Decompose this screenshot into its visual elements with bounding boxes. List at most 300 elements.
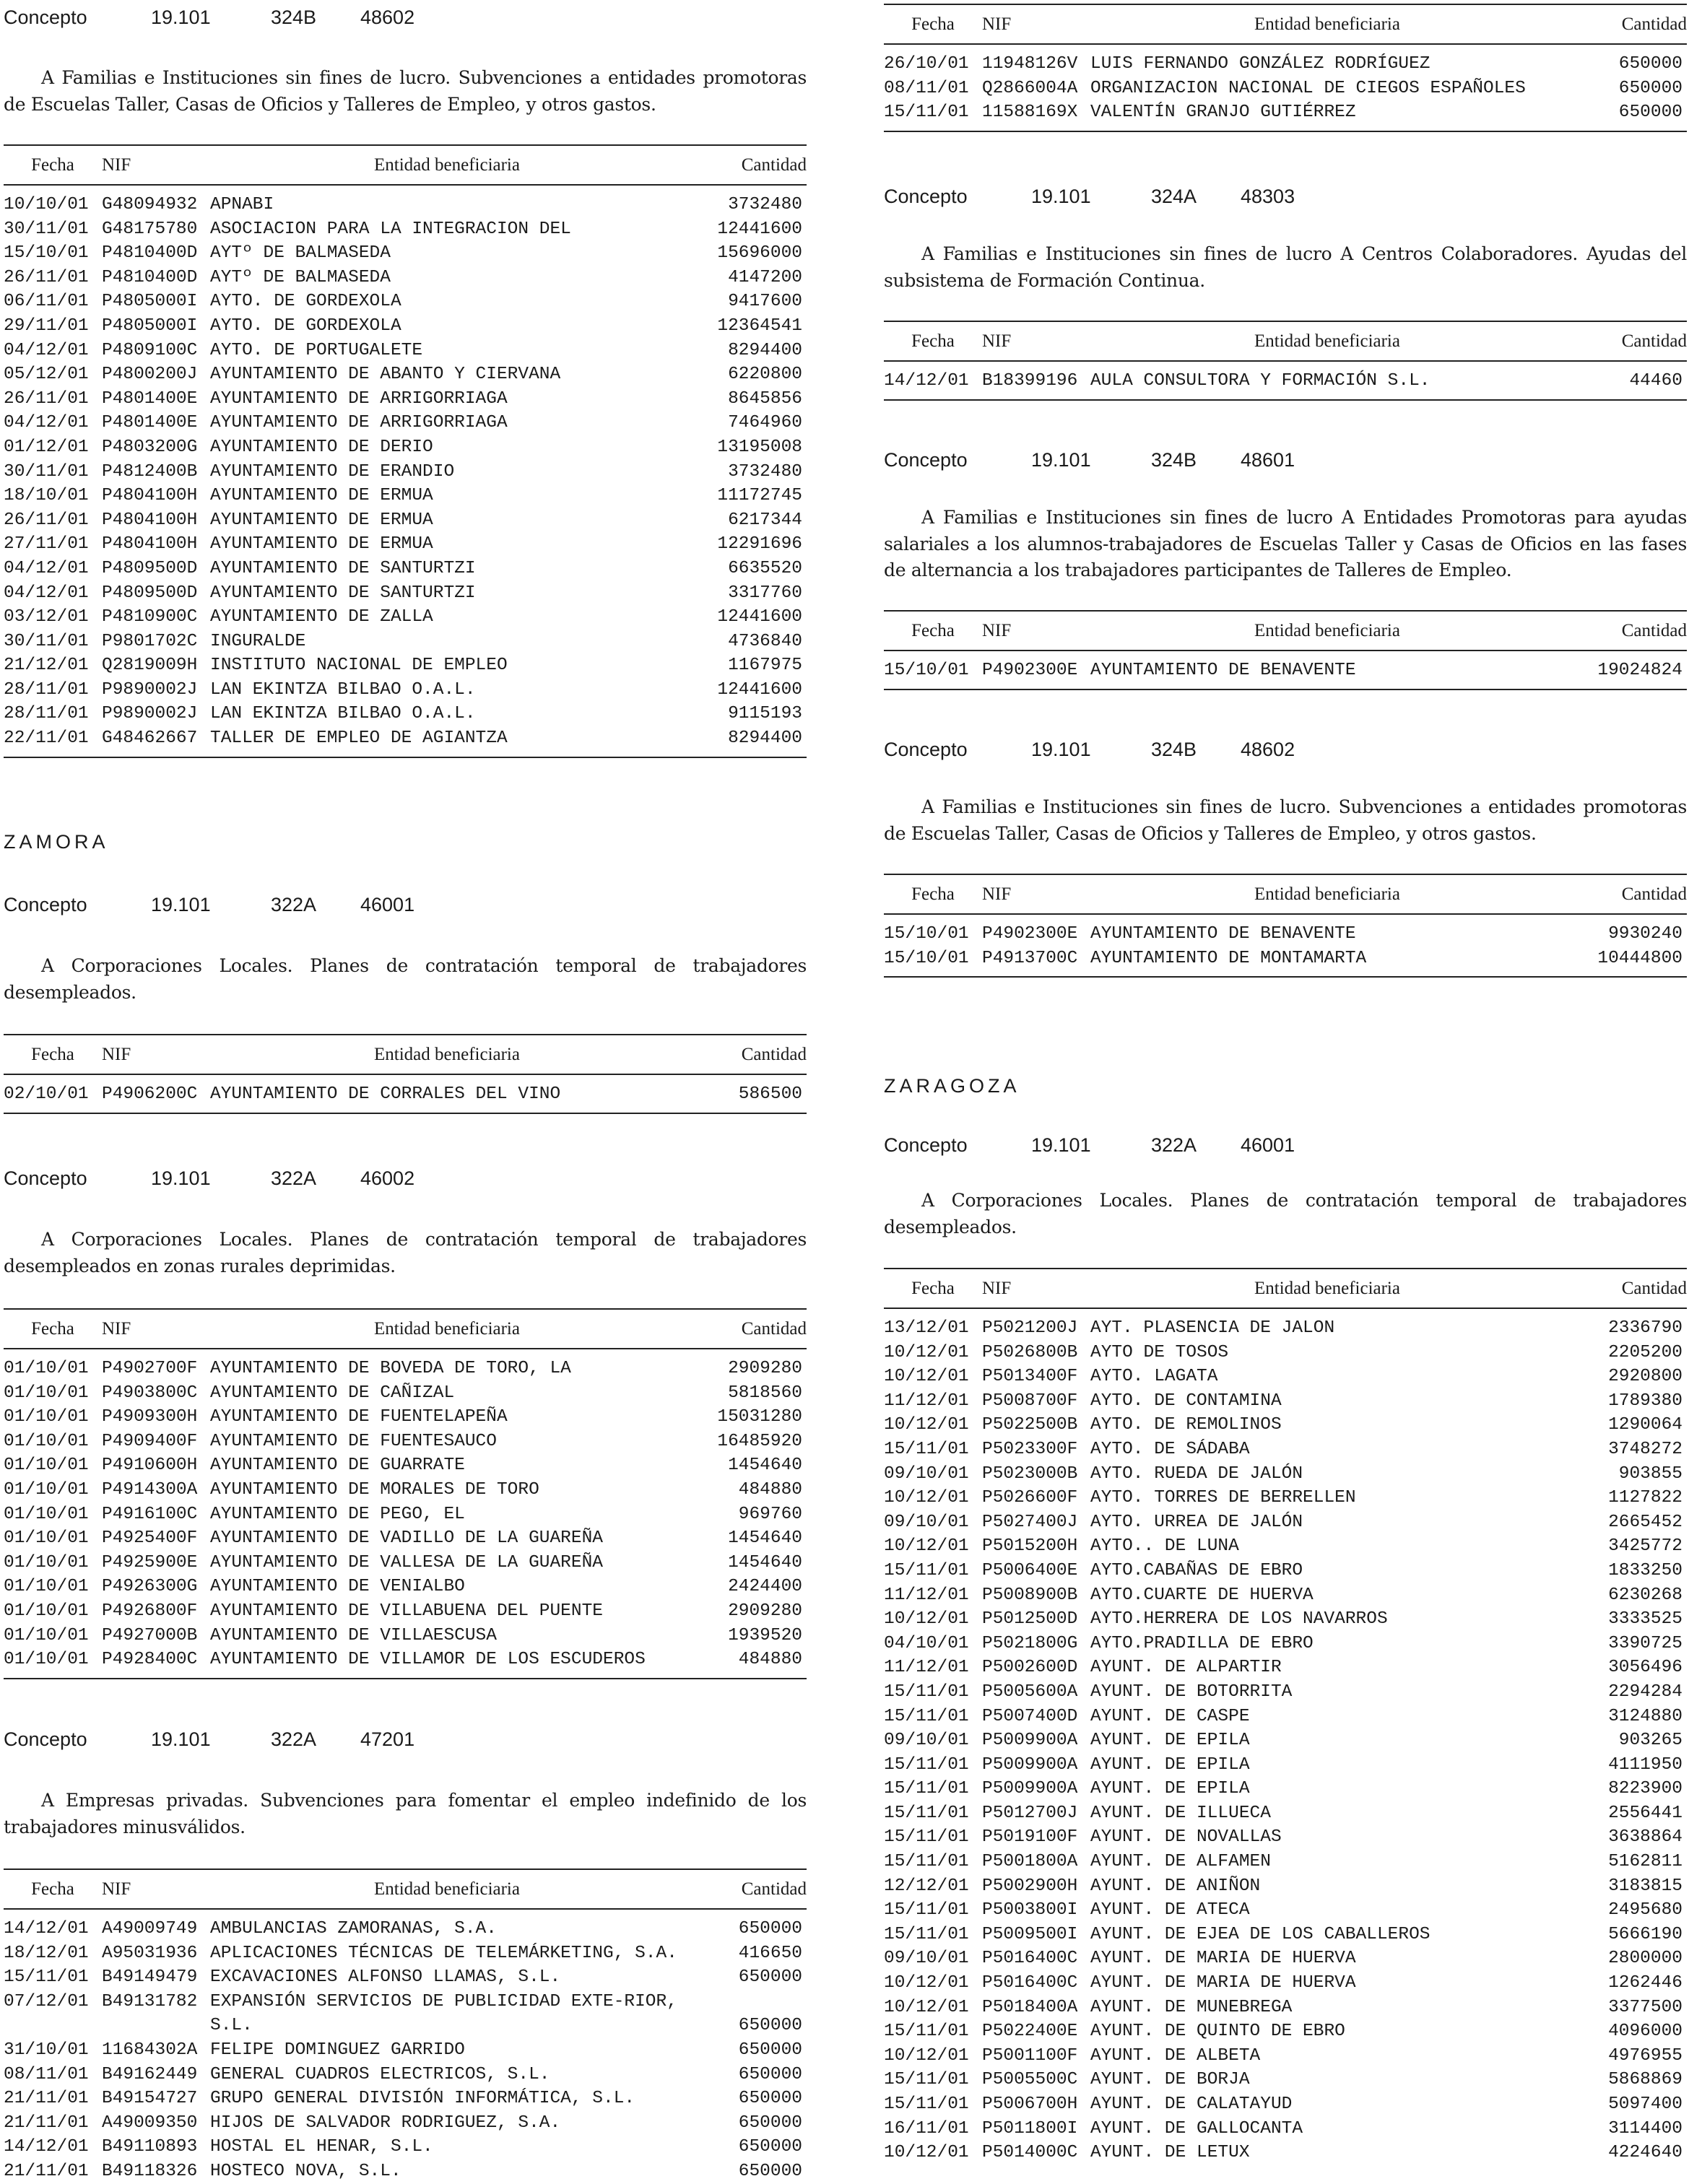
row-beneficiary: AYUNTAMIENTO DE VILLABUENA DEL PUENTE [210, 1601, 603, 1621]
table-row [884, 658, 1687, 689]
concept-description: A Familias e Instituciones sin fines de lucro. Subvenciones a entidades promotoras de Escuelas Taller, Casas de Oficios y Talleres de Empleo, y otros gastos. [4, 67, 807, 115]
row-beneficiary: ASOCIACION PARA LA INTEGRACION DEL [210, 219, 571, 239]
row-amount: 650000 [738, 2040, 802, 2060]
table-row [884, 1365, 1687, 1389]
row-amount: 1789380 [1608, 1391, 1683, 1411]
row-nif: P5001800A [982, 1852, 1078, 1872]
row-date: 29/11/01 [4, 316, 89, 336]
table-row [884, 1705, 1687, 1729]
row-amount: 3732480 [728, 461, 802, 482]
table-row [884, 1413, 1687, 1437]
table-row [884, 2044, 1687, 2068]
row-nif: P4913700C [982, 948, 1078, 968]
row-nif: P5022500B [982, 1415, 1078, 1435]
table-right-0 [884, 4, 1687, 132]
row-beneficiary: AYUNTAMIENTO DE BOVEDA DE TORO, LA [210, 1359, 571, 1378]
row-date: 14/12/01 [884, 371, 969, 391]
row-nif: P4803200G [102, 437, 198, 457]
row-beneficiary: AYUNT. DE BORJA [1090, 2070, 1250, 2090]
row-amount: 4096000 [1608, 2022, 1683, 2042]
row-amount: 903855 [1618, 1463, 1683, 1484]
table-row [4, 314, 807, 339]
row-beneficiary: AYTO.PRADILLA DE EBRO [1090, 1633, 1314, 1653]
row-beneficiary: AYUNT. DE QUINTO DE EBRO [1090, 2022, 1345, 2042]
row-date: 15/11/01 [884, 1779, 969, 1799]
row-nif: P5016400C [982, 1949, 1078, 1969]
row-nif: P4810900C [102, 607, 198, 627]
row-amount: 903265 [1618, 1731, 1683, 1751]
row-amount: 3114400 [1608, 2118, 1683, 2139]
row-nif: P5021800G [982, 1633, 1078, 1653]
beneficiaries-table: Fecha NIF Entidad beneficiaria Cantidad 01/10/01 P4902700F AYUNTAMIENTO DE BOVEDA DE TORO, LA 2909280 01/10/01 P4903800C AYUNTAMIENTO DE CAÑIZAL 5818560 01/10/01 P4909300H AYUNTAMIENTO DE FUENTELAPEÑA 15031280 01/10/01 P4909400F AYUNTAMIENTO DE FUENTESAUCO 16485920 01/10/01 P4910600H AYUNTAMIENTO DE GUARRATE 1454640 01/10/01 P4914300A AYUNTAMIENTO DE MORALES DE TORO 484880 01/10/01 P4916100C AYUNTAMIENTO DE PEGO, EL 969760 01/10/01 P4925400F AYUNTAMIENTO DE VADILLO DE LA GUAREÑA 1454640 01/10/01 P4925900E AYUNTAMIENTO DE VALLESA DE LA GUAREÑA 1454640 01/10/01 P4926300G AYUNTAMIENTO DE VENIALBO 2424400 01/10/01 P4926800F AYUNTAMIENTO DE VILLABUENA DEL PUENTE 2909280 01/10/01 P4927000B AYUNTAMIENTO DE VILLAESCUSA 1939520 01/10/01 P4928400C AYUNTAMIENTO DE VILLAMOR DE LOS ESCUDEROS 484880 [4, 1308, 807, 1679]
table-row [884, 100, 1687, 131]
row-nif: G48175780 [102, 219, 198, 239]
table-row [4, 653, 807, 678]
row-date: 10/12/01 [884, 1609, 969, 1630]
row-beneficiary: AYTº DE BALMASEDA [210, 267, 391, 287]
row-amount: 6635520 [728, 558, 802, 578]
row-date: 21/11/01 [4, 2089, 89, 2109]
row-amount: 3748272 [1608, 1439, 1683, 1459]
table-row [884, 947, 1687, 978]
table-row [4, 581, 807, 606]
row-amount: 650000 [738, 2161, 802, 2181]
table-row [884, 77, 1687, 101]
row-amount: 4736840 [728, 631, 802, 651]
row-beneficiary: EXCAVACIONES ALFONSO LLAMAS, S.L. [210, 1967, 561, 1988]
row-beneficiary: AYUNTAMIENTO DE BENAVENTE [1090, 661, 1356, 680]
table-left-2 [4, 1034, 807, 1114]
row-date: 09/10/01 [884, 1949, 969, 1969]
row-beneficiary: AYTO.HERRERA DE LOS NAVARROS [1090, 1609, 1388, 1630]
row-amount: 4147200 [728, 267, 802, 287]
row-date: 10/12/01 [884, 1342, 969, 1362]
beneficiaries-table: Fecha NIF Entidad beneficiaria Cantidad 15/10/01 P4902300E AYUNTAMIENTO DE BENAVENTE 9930240 15/10/01 P4913700C AYUNTAMIENTO DE MONTAMARTA 10444800 [884, 874, 1687, 978]
row-nif: P5008900B [982, 1585, 1078, 1605]
row-beneficiary: VALENTÍN GRANJO GUTIÉRREZ [1090, 103, 1356, 123]
row-amount: 1127822 [1608, 1488, 1683, 1508]
table-row [884, 1486, 1687, 1510]
row-amount: 3056496 [1608, 1658, 1683, 1678]
row-beneficiary: AYUNTAMIENTO DE SANTURTZI [210, 583, 476, 603]
row-beneficiary: AYTO.CUARTE DE HUERVA [1090, 1585, 1314, 1605]
row-nif: P5012500D [982, 1609, 1078, 1630]
row-date: 13/12/01 [884, 1318, 969, 1338]
row-date: 01/10/01 [4, 1504, 89, 1524]
row-beneficiary: AYUNTAMIENTO DE GUARRATE [210, 1456, 465, 1476]
row-beneficiary: AYUNTAMIENTO DE BENAVENTE [1090, 924, 1356, 944]
table-row [884, 1728, 1687, 1753]
row-date: 28/11/01 [4, 704, 89, 724]
table-row [4, 266, 807, 290]
row-date: 15/10/01 [884, 661, 969, 680]
row-amount: 4976955 [1608, 2045, 1683, 2066]
row-nif: P4914300A [102, 1479, 198, 1500]
row-amount: 10444800 [1597, 948, 1683, 968]
row-nif: P4805000I [102, 316, 198, 336]
row-nif: B18399196 [982, 371, 1078, 391]
row-date: 16/11/01 [884, 2118, 969, 2139]
row-nif: G48094932 [102, 195, 198, 214]
table-row [884, 1607, 1687, 1632]
row-date: 15/10/01 [4, 243, 89, 264]
table-row [4, 1599, 807, 1624]
table-row [4, 1624, 807, 1648]
table-row [884, 52, 1687, 77]
row-beneficiary: AYUNT. DE EJEA DE LOS CABALLEROS [1090, 1924, 1430, 1944]
row-nif: P4801400E [102, 388, 198, 409]
row-nif: P4804100H [102, 510, 198, 530]
row-amount: 650000 [738, 2113, 802, 2133]
table-row [4, 1965, 807, 1990]
row-beneficiary: INGURALDE [210, 631, 306, 651]
row-amount: 6217344 [728, 510, 802, 530]
row-nif: P5009900A [982, 1779, 1078, 1799]
row-amount: 484880 [738, 1650, 802, 1670]
row-date: 15/11/01 [884, 2094, 969, 2114]
row-beneficiary: TALLER DE EMPLEO DE AGIANTZA [210, 728, 508, 749]
row-amount: 3124880 [1608, 1706, 1683, 1726]
row-nif: P5023300F [982, 1439, 1078, 1459]
row-nif: P4925400F [102, 1528, 198, 1549]
beneficiaries-table: Fecha NIF Entidad beneficiaria Cantidad 02/10/01 P4906200C AYUNTAMIENTO DE CORRALES DEL VINO 586500 [4, 1034, 807, 1114]
row-date: 15/11/01 [884, 1803, 969, 1823]
row-beneficiary: AYUNTAMIENTO DE VALLESA DE LA GUAREÑA [210, 1552, 603, 1572]
row-amount: 416650 [738, 1943, 802, 1963]
row-beneficiary: FELIPE DOMINGUEZ GARRIDO [210, 2040, 465, 2060]
row-amount: 11172745 [717, 486, 802, 506]
concept-line: Concepto 19.101 324B 48602 [884, 739, 1295, 760]
province-heading: ZAMORA [4, 831, 109, 853]
table-row [4, 1502, 807, 1527]
row-nif: P9890002J [102, 704, 198, 724]
table-row [4, 1357, 807, 1381]
row-nif: A49009749 [102, 1919, 198, 1939]
table-row [884, 1559, 1687, 1583]
row-nif: P4801400E [102, 413, 198, 433]
table-row [4, 2038, 807, 2063]
row-date: 11/12/01 [884, 1585, 969, 1605]
row-beneficiary: AYUNT. DE CALATAYUD [1090, 2094, 1293, 2114]
row-beneficiary: AYUNT. DE GALLOCANTA [1090, 2118, 1303, 2139]
row-amount: 4111950 [1608, 1754, 1683, 1775]
row-amount: 2336790 [1608, 1318, 1683, 1338]
concept-description: A Corporaciones Locales. Planes de contratación temporal de trabajadores desempleados en zonas rurales deprimidas. [4, 1229, 807, 1276]
row-date: 01/10/01 [4, 1456, 89, 1476]
row-nif: P4902300E [982, 924, 1078, 944]
row-date: 01/10/01 [4, 1650, 89, 1670]
row-date: 15/11/01 [884, 1681, 969, 1702]
table-row [4, 1381, 807, 1406]
row-beneficiary: APLICACIONES TÉCNICAS DE TELEMÁRKETING, S.A. [210, 1943, 677, 1963]
table-row [4, 2111, 807, 2136]
row-nif: P5011800I [982, 2118, 1078, 2139]
row-nif: P4903800C [102, 1383, 198, 1403]
row-nif: P4909400F [102, 1431, 198, 1451]
table-row [4, 508, 807, 533]
row-beneficiary: GENERAL CUADROS ELECTRICOS, S.L. [210, 2064, 550, 2084]
table-row [884, 1462, 1687, 1487]
row-date: 10/12/01 [884, 1973, 969, 1993]
table-row [884, 1923, 1687, 1947]
row-date: 26/10/01 [884, 54, 969, 74]
table-right-3 [884, 874, 1687, 978]
row-nif: P9801702C [102, 631, 198, 651]
concept-description: A Familias e Instituciones sin fines de lucro A Entidades Promotoras para ayudas salariales a los alumnos-trabajadores de Escuelas Taller y Casas de Oficios en las fases de alternancia a los trabajadores participantes de Talleres de Empleo. [884, 507, 1687, 580]
row-beneficiary: AYUNTAMIENTO DE DERIO [210, 437, 433, 457]
row-beneficiary: AYUNT. DE ALFAMEN [1090, 1852, 1271, 1872]
row-amount: 650000 [738, 2064, 802, 2084]
row-date: 21/11/01 [4, 2161, 89, 2181]
row-amount: 9930240 [1608, 924, 1683, 944]
row-date: 15/11/01 [884, 1900, 969, 1920]
row-amount: 1290064 [1608, 1415, 1683, 1435]
row-date: 14/12/01 [4, 2137, 89, 2157]
concept-line: Concepto 19.101 324B 48601 [884, 449, 1295, 471]
row-beneficiary: AYUNTAMIENTO DE MONTAMARTA [1090, 948, 1367, 968]
row-amount: 650000 [738, 2016, 802, 2036]
row-beneficiary: AYUNTAMIENTO DE CORRALES DEL VINO [210, 1084, 561, 1104]
row-nif: P4927000B [102, 1625, 198, 1645]
row-date: 02/10/01 [4, 1084, 89, 1104]
row-date: 01/10/01 [4, 1479, 89, 1500]
row-amount: 3377500 [1608, 1997, 1683, 2017]
table-row [4, 339, 807, 363]
row-date: 08/11/01 [4, 2064, 89, 2084]
row-amount: 8294400 [728, 728, 802, 749]
table-row [4, 726, 807, 757]
row-nif: P5018400A [982, 1997, 1078, 2017]
row-date: 15/11/01 [4, 1967, 89, 1988]
row-beneficiary: INSTITUTO NACIONAL DE EMPLEO [210, 656, 508, 676]
row-date: 05/12/01 [4, 365, 89, 385]
row-amount: 1167975 [728, 656, 802, 676]
table-row [4, 435, 807, 460]
row-beneficiary: AYUNTAMIENTO DE VILLAESCUSA [210, 1625, 497, 1645]
row-date: 21/11/01 [4, 2113, 89, 2133]
table-row [4, 387, 807, 412]
row-beneficiary: AYTO.. DE LUNA [1090, 1536, 1239, 1557]
row-nif: P5009500I [982, 1924, 1078, 1944]
concept-description: A Corporaciones Locales. Planes de contratación temporal de trabajadores desempleados. [884, 1190, 1687, 1237]
row-beneficiary: HOSTAL EL HENAR, S.L. [210, 2137, 433, 2157]
row-amount: 3425772 [1608, 1536, 1683, 1557]
table-row [4, 1941, 807, 1966]
table-row [884, 1341, 1687, 1365]
table-row [4, 1526, 807, 1551]
row-amount: 5868869 [1608, 2070, 1683, 2090]
row-nif: P4810400D [102, 267, 198, 287]
row-date: 08/11/01 [884, 78, 969, 98]
row-nif: P4812400B [102, 461, 198, 482]
row-nif: A49009350 [102, 2113, 198, 2133]
row-beneficiary: AYUNT. DE ATECA [1090, 1900, 1250, 1920]
row-date: 15/10/01 [884, 924, 969, 944]
row-date: 21/12/01 [4, 656, 89, 676]
row-beneficiary: AYT. PLASENCIA DE JALON [1090, 1318, 1335, 1338]
row-beneficiary: AYUNTAMIENTO DE ERMUA [210, 486, 433, 506]
table-row [4, 605, 807, 630]
row-date: 11/12/01 [884, 1391, 969, 1411]
row-date: 03/12/01 [4, 607, 89, 627]
row-nif: P4906200C [102, 1084, 198, 1104]
row-date: 09/10/01 [884, 1463, 969, 1484]
row-nif: P5009900A [982, 1754, 1078, 1775]
row-nif: P4909300H [102, 1407, 198, 1427]
row-nif: P5014000C [982, 2143, 1078, 2163]
row-amount: 1262446 [1608, 1973, 1683, 1993]
row-beneficiary: AYUNT. DE MUNEBREGA [1090, 1997, 1293, 2017]
row-nif: P5026600F [982, 1488, 1078, 1508]
table-row [884, 1971, 1687, 1996]
row-date: 10/12/01 [884, 1367, 969, 1387]
row-nif: P5009900A [982, 1731, 1078, 1751]
row-nif: P5012700J [982, 1803, 1078, 1823]
row-beneficiary: AYUNT. DE NOVALLAS [1090, 1827, 1282, 1848]
row-date: 06/11/01 [4, 292, 89, 312]
row-beneficiary: AYUNT. DE ALBETA [1090, 2045, 1261, 2066]
table-row [4, 702, 807, 726]
row-amount: 12441600 [717, 219, 802, 239]
row-amount: 1454640 [728, 1552, 802, 1572]
row-date: 10/12/01 [884, 1488, 969, 1508]
row-beneficiary: AYUNTAMIENTO DE SANTURTZI [210, 558, 476, 578]
row-amount: 586500 [738, 1084, 802, 1104]
table-row [884, 2068, 1687, 2092]
row-nif: P5016400C [982, 1973, 1078, 1993]
row-nif: P9890002J [102, 679, 198, 700]
table-left-1 [4, 144, 807, 758]
table-row [884, 1946, 1687, 1971]
row-date: 30/11/01 [4, 219, 89, 239]
row-beneficiary: AYTO. TORRES DE BERRELLEN [1090, 1488, 1356, 1508]
row-nif: P5003800I [982, 1900, 1078, 1920]
row-nif: P5013400F [982, 1367, 1078, 1387]
table-row [884, 1389, 1687, 1414]
beneficiaries-table: Fecha NIF Entidad beneficiaria Cantidad 15/10/01 P4902300E AYUNTAMIENTO DE BENAVENTE 19024824 [884, 610, 1687, 690]
row-amount: 4224640 [1608, 2143, 1683, 2163]
row-beneficiary: AYUNT. DE EPILA [1090, 1731, 1250, 1751]
table-row [884, 1632, 1687, 1656]
row-date: 15/11/01 [884, 1754, 969, 1775]
row-beneficiary: GRUPO GENERAL DIVISIÓN INFORMÁTICA, S.L. [210, 2089, 635, 2109]
table-row [4, 678, 807, 702]
row-beneficiary: ORGANIZACION NACIONAL DE CIEGOS ESPAÑOLES [1090, 78, 1526, 98]
row-amount: 2424400 [728, 1577, 802, 1597]
row-date: 01/10/01 [4, 1625, 89, 1645]
beneficiaries-table: Fecha NIF Entidad beneficiaria Cantidad 14/12/01 A49009749 AMBULANCIAS ZAMORANAS, S.A. 650000 18/12/01 A95031936 APLICACIONES TÉCNICAS DE TELEMÁRKETING, S.A. 416650 15/11/01 B49149479 EXCAVACIONES ALFONSO LLAMAS, S.L. 650000 07/12/01 B49131782 EXPANSIÓN SERVICIOS DE PUBLICIDAD EXTE-RIOR, S.L. 650000 31/10/01 11684302A FELIPE DOMINGUEZ GARRIDO 650000 08/11/01 B49162449 GENERAL CUADROS ELECTRICOS, S.L. 650000 21/11/01 B49154727 GRUPO GENERAL DIVISIÓN INFORMÁTICA, S.L. 650000 21/11/01 A49009350 HIJOS DE SALVADOR RODRIGUEZ, S.A. 650000 14/12/01 B49110893 HOSTAL EL HENAR, S.L. 650000 21/11/01 B49118326 HOSTECO NOVA, S.L. 650000 [4, 1868, 807, 2184]
row-amount: 650000 [738, 2089, 802, 2109]
row-nif: P4926300G [102, 1577, 198, 1597]
row-amount: 1454640 [728, 1456, 802, 1476]
row-date: 15/10/01 [884, 948, 969, 968]
row-date: 01/10/01 [4, 1431, 89, 1451]
row-nif: B49131782 [102, 1991, 198, 2011]
row-nif: A95031936 [102, 1943, 198, 1963]
table-row [4, 1405, 807, 1430]
row-beneficiary: AYTO. DE CONTAMINA [1090, 1391, 1282, 1411]
row-amount: 15031280 [717, 1407, 802, 1427]
table-row [884, 1534, 1687, 1559]
row-nif: 11684302A [102, 2040, 198, 2060]
row-nif: P4926800F [102, 1601, 198, 1621]
row-amount: 3333525 [1608, 1609, 1683, 1630]
row-beneficiary: AYUNTAMIENTO DE ARRIGORRIAGA [210, 388, 508, 409]
row-beneficiary: AYTO. DE PORTUGALETE [210, 340, 423, 360]
row-nif: P4800200J [102, 365, 198, 385]
row-amount: 2294284 [1608, 1681, 1683, 1702]
table-row [4, 2087, 807, 2111]
row-nif: Q2819009H [102, 656, 198, 676]
row-nif: P5005600A [982, 1681, 1078, 1702]
table-row [4, 193, 807, 217]
concept-description: A Corporaciones Locales. Planes de contratación temporal de trabajadores desempleados. [4, 955, 807, 1003]
row-amount: 7464960 [728, 413, 802, 433]
row-date: 30/11/01 [4, 631, 89, 651]
row-amount: 9417600 [728, 292, 802, 312]
row-amount: 650000 [1618, 54, 1683, 74]
row-date: 10/12/01 [884, 2143, 969, 2163]
row-nif: P4809500D [102, 583, 198, 603]
row-nif: Q2866004A [982, 78, 1078, 98]
row-beneficiary: AYTº DE BALMASEDA [210, 243, 391, 264]
row-amount: 5818560 [728, 1383, 802, 1403]
row-amount: 2205200 [1608, 1342, 1683, 1362]
table-row [884, 1753, 1687, 1778]
table-row [884, 2117, 1687, 2141]
row-amount: 969760 [738, 1504, 802, 1524]
table-row [4, 2159, 807, 2184]
beneficiaries-table: Fecha NIF Entidad beneficiaria Cantidad 10/10/01 G48094932 APNABI 3732480 30/11/01 G48175780 ASOCIACION PARA LA INTEGRACION DEL 12441600 15/10/01 P4810400D AYTº DE BALMASEDA 15696000 26/11/01 P4810400D AYTº DE BALMASEDA 4147200 06/11/01 P4805000I AYTO. DE GORDEXOLA 9417600 29/11/01 P4805000I AYTO. DE GORDEXOLA 12364541 04/12/01 P4809100C AYTO. DE PORTUGALETE 8294400 05/12/01 P4800200J AYUNTAMIENTO DE ABANTO Y CIERVANA 6220800 26/11/01 P4801400E AYUNTAMIENTO DE ARRIGORRIAGA 8645856 04/12/01 P4801400E AYUNTAMIENTO DE ARRIGORRIAGA 7464960 01/12/01 P4803200G AYUNTAMIENTO DE DERIO 13195008 30/11/01 P4812400B AYUNTAMIENTO DE ERANDIO 3732480 18/10/01 P4804100H AYUNTAMIENTO DE ERMUA 11172745 26/11/01 P4804100H AYUNTAMIENTO DE ERMUA 6217344 27/11/01 P4804100H AYUNTAMIENTO DE ERMUA 12291696 04/12/01 P4809500D AYUNTAMIENTO DE SANTURTZI 6635520 04/12/01 P4809500D AYUNTAMIENTO DE SANTURTZI 3317760 03/12/01 P4810900C AYUNTAMIENTO DE ZALLA 12441600 30/11/01 P9801702C INGURALDE 4736840 21/12/01 Q2819009H INSTITUTO NACIONAL DE EMPLEO 1167975 28/11/01 P9890002J LAN EKINTZA BILBAO O.A.L. 12441600 28/11/01 P9890002J LAN EKINTZA BILBAO O.A.L. 9115193 22/11/01 G48462667 TALLER DE EMPLEO DE AGIANTZA 8294400 [4, 144, 807, 758]
table-row [884, 922, 1687, 947]
row-date: 22/11/01 [4, 728, 89, 749]
row-nif: P4804100H [102, 486, 198, 506]
table-row [4, 1478, 807, 1502]
row-nif: P5007400D [982, 1706, 1078, 1726]
row-date: 18/12/01 [4, 1943, 89, 1963]
row-beneficiary: AYUNTAMIENTO DE ARRIGORRIAGA [210, 413, 508, 433]
row-amount: 3638864 [1608, 1827, 1683, 1848]
row-beneficiary: HIJOS DE SALVADOR RODRIGUEZ, S.A. [210, 2113, 561, 2133]
row-amount: 8294400 [728, 340, 802, 360]
concept-line: Concepto 19.101 324A 48303 [884, 186, 1295, 207]
row-date: 30/11/01 [4, 461, 89, 482]
row-beneficiary: AYTO. DE GORDEXOLA [210, 316, 401, 336]
table-row [4, 1575, 807, 1599]
row-date: 09/10/01 [884, 1731, 969, 1751]
row-nif: B49162449 [102, 2064, 198, 2084]
row-amount: 3732480 [728, 195, 802, 214]
table-left-3 [4, 1308, 807, 1679]
table-row [4, 362, 807, 387]
row-amount: 12441600 [717, 679, 802, 700]
table-row [4, 1551, 807, 1575]
row-beneficiary: AYUNT. DE ALPARTIR [1090, 1658, 1282, 1678]
row-amount: 12441600 [717, 607, 802, 627]
row-beneficiary: EXPANSIÓN SERVICIOS DE PUBLICIDAD EXTE-RIOR, S.L. [210, 1991, 677, 2036]
table-row [884, 1898, 1687, 1923]
row-beneficiary: AYUNTAMIENTO DE PEGO, EL [210, 1504, 465, 1524]
table-row [4, 1990, 807, 2038]
concept-description: A Familias e Instituciones sin fines de lucro A Centros Colaboradores. Ayudas del subsistema de Formación Continua. [884, 243, 1687, 291]
row-amount: 650000 [1618, 78, 1683, 98]
beneficiaries-table: Fecha NIF Entidad beneficiaria Cantidad 13/12/01 P5021200J AYT. PLASENCIA DE JALON 2336790 10/12/01 P5026800B AYTO DE TOSOS 2205200 10/12/01 P5013400F AYTO. LAGATA 2920800 11/12/01 P5008700F AYTO. DE CONTAMINA 1789380 10/12/01 P5022500B AYTO. DE REMOLINOS 1290064 15/11/01 P5023300F AYTO. DE SÁDABA 3748272 09/10/01 P5023000B AYTO. RUEDA DE JALÓN 903855 10/12/01 P5026600F AYTO. TORRES DE BERRELLEN 1127822 09/10/01 P5027400J AYTO. URREA DE JALÓN 2665452 10/12/01 P5015200H AYTO.. DE LUNA 3425772 15/11/01 P5006400E AYTO.CABAÑAS DE EBRO 1833250 11/12/01 P5008900B AYTO.CUARTE DE HUERVA 6230268 10/12/01 P5012500D AYTO.HERRERA DE LOS NAVARROS 3333525 04/10/01 P5021800G AYTO.PRADILLA DE EBRO 3390725 11/12/01 P5002600D AYUNT. DE ALPARTIR 3056496 15/11/01 P5005600A AYUNT. DE BOTORRITA 2294284 15/11/01 P5007400D AYUNT. DE CASPE 3124880 09/10/01 P5009900A AYUNT. DE EPILA 903265 15/11/01 P5009900A AYUNT. DE EPILA 4111950 15/11/01 P5009900A AYUNT. DE EPILA 8223900 15/11/01 P5012700J AYUNT. DE ILLUECA 2556441 15/11/01 P5019100F AYUNT. DE NOVALLAS 3638864 15/11/01 P5001800A AYUNT. DE ALFAMEN 5162811 12/12/01 P5002900H AYUNT. DE ANIÑON 3183815 15/11/01 P5003800I AYUNT. DE ATECA 2495680 15/11/01 P5009500I AYUNT. DE EJEA DE LOS CABALLEROS 5666190 09/10/01 P5016400C AYUNT. DE MARIA DE HUERVA 2800000 10/12/01 P5016400C AYUNT. DE MARIA DE HUERVA 1262446 10/12/01 P5018400A AYUNT. DE MUNEBREGA 3377500 15/11/01 P5022400E AYUNT. DE QUINTO DE EBRO 4096000 10/12/01 P5001100F AYUNT. DE ALBETA 4976955 15/11/01 P5005500C AYUNT. DE BORJA 5868869 15/11/01 P5006700H AYUNT. DE CALATAYUD 5097400 16/11/01 P5011800I AYUNT. DE GALLOCANTA 3114400 10/12/01 P5014000C AYUNT. DE LETUX 4224640 [884, 1268, 1687, 2165]
row-date: 01/12/01 [4, 437, 89, 457]
row-amount: 19024824 [1597, 661, 1683, 680]
row-amount: 8223900 [1608, 1779, 1683, 1799]
row-amount: 2665452 [1608, 1512, 1683, 1532]
table-row [884, 2019, 1687, 2044]
